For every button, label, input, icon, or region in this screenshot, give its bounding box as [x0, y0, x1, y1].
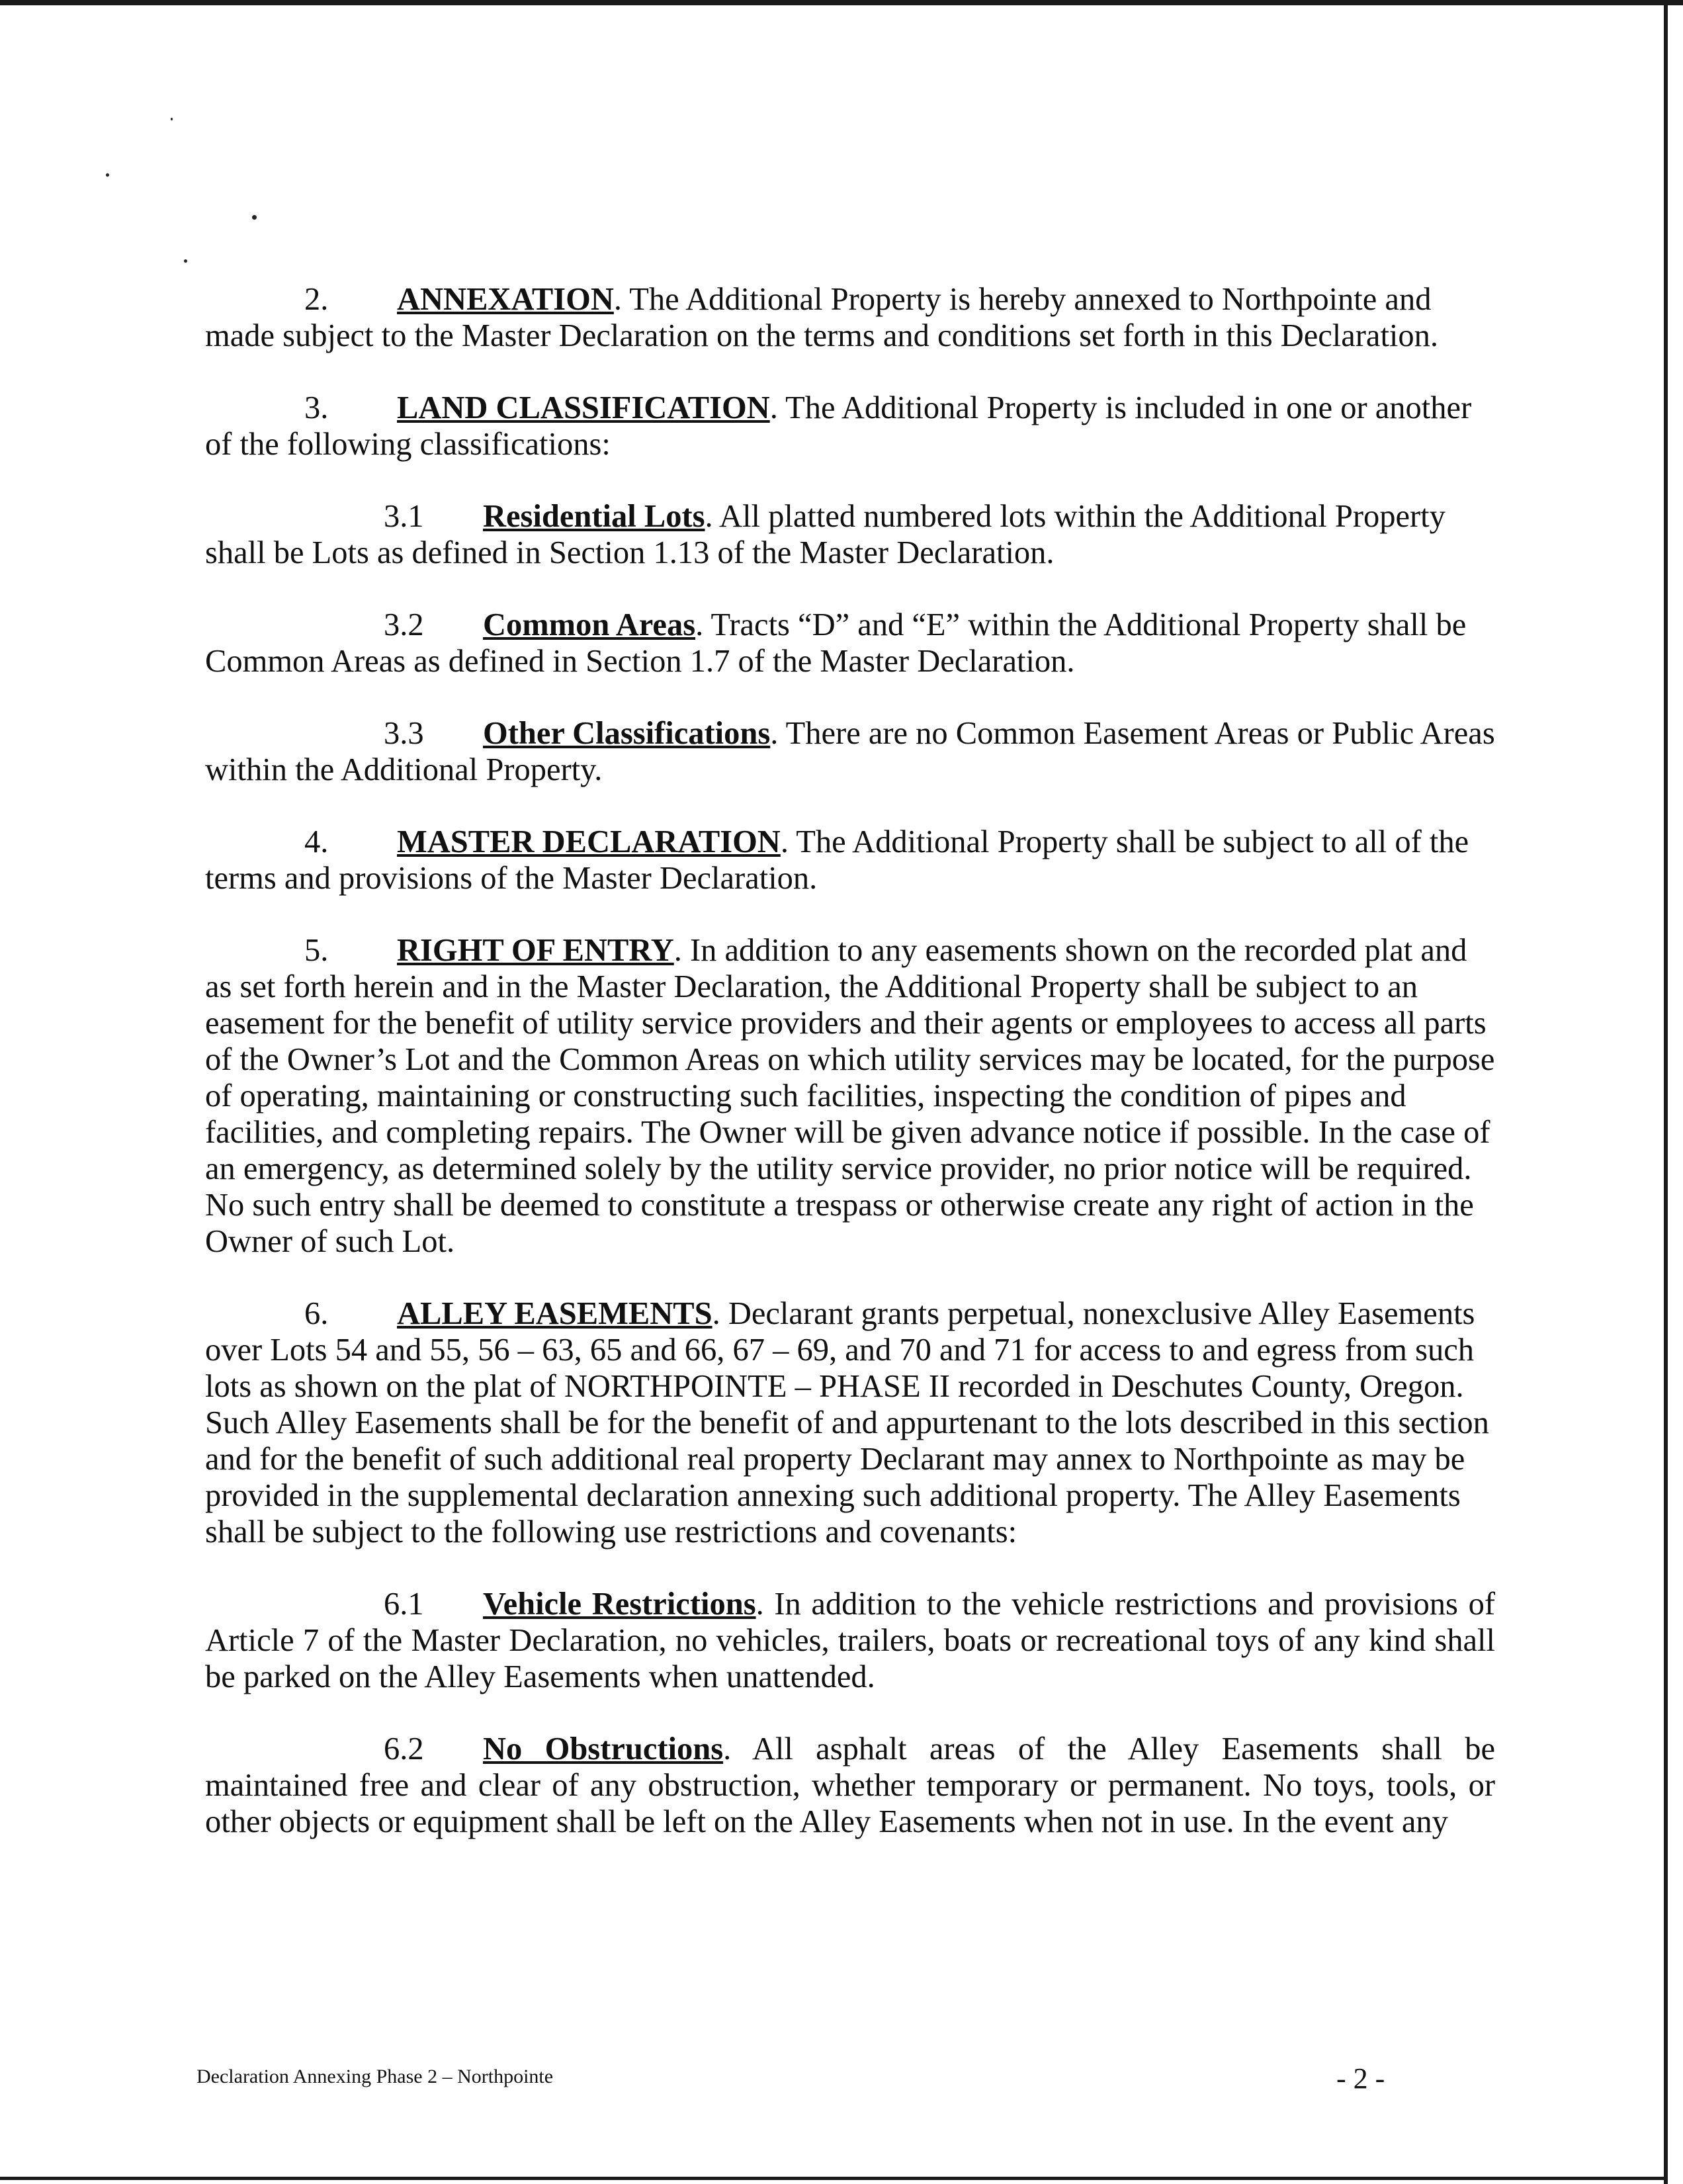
section-number: 3.3: [384, 716, 424, 751]
section-number: 6.2: [384, 1731, 424, 1767]
scan-speck: [106, 173, 109, 177]
scan-speck: [184, 259, 187, 263]
section-text: . All platted numbered lots within the Additional Property shall be Lots as defined in Section 1.13 of the Master Declaration.: [205, 499, 1446, 570]
section-text: . Declarant grants perpetual, nonexclusive Alley Easements over Lots 54 and 55, 56 – 63, 65 and 66, 67 – 69, and 70 and 71 for access to and egress from such lots as shown on the plat of NORTHPOINTE – PHASE II recorded in Deschutes County, Oregon. Such Alley Easements shall be for the benefit of and appurtenant to the lots described in this section and for the benefit of such additional real property Declarant may annex to Northpointe as may be provided in the supplemental declaration annexing such additional property. The Alley Easements shall be subject to the following use restrictions and covenants:: [205, 1296, 1489, 1550]
document-body: [205, 281, 1495, 1840]
section-6: [205, 1295, 1495, 1550]
section-3-1: [205, 498, 1495, 571]
section-heading: ALLEY EASEMENTS: [397, 1296, 712, 1331]
section-text: . The Additional Property shall be subject to all of the terms and provisions of the Master Declaration.: [205, 824, 1469, 896]
section-heading: Other Classifications: [483, 716, 771, 751]
section-3: [205, 390, 1495, 462]
section-3-3: [205, 715, 1495, 788]
section-text: . All asphalt areas of the Alley Easements shall be maintained free and clear of any obstruction, whether temporary or permanent. No toys, tools, or other objects or equipment shall be left on the Alley Easements when not in use. In the event any: [205, 1731, 1496, 1839]
section-4: [205, 824, 1495, 896]
footer-document-title: Declaration Annexing Phase 2 – Northpointe: [196, 2066, 554, 2087]
section-6-1: [205, 1586, 1495, 1695]
section-heading: ANNEXATION: [397, 282, 614, 317]
section-text: . In addition to any easements shown on the recorded plat and as set forth herein and in the Master Declaration, the Additional Property shall be subject to an easement for the benefit of utility service providers and their agents or employees to access all parts of the Owner’s Lot and the Common Areas on which utility services may be located, for the purpose of operating, maintaining or constructing such facilities, inspecting the condition of pipes and facilities, and completing repairs. The Owner will be given advance notice if possible. In the case of an emergency, as determined solely by the utility service provider, no prior notice will be required. No such entry shall be deemed to constitute a trespass or otherwise create any right of action in the Owner of such Lot.: [205, 933, 1495, 1259]
section-heading: LAND CLASSIFICATION: [397, 390, 770, 425]
section-number: 5.: [304, 933, 329, 968]
scan-edge-bottom: [0, 2177, 1668, 2180]
section-heading: MASTER DECLARATION: [397, 824, 781, 859]
section-heading: Vehicle Restrictions: [483, 1587, 756, 1622]
section-text: . The Additional Property is included in one or another of the following classifications:: [205, 390, 1472, 462]
scan-edge-top: [0, 0, 1683, 5]
section-text: . In addition to the vehicle restrictions and provisions of Article 7 of the Master Declaration, no vehicles, trailers, boats or recreational toys of any kind shall be parked on the Alley Easements when unattended.: [205, 1587, 1495, 1694]
section-number: 3.2: [384, 607, 424, 642]
scan-speck: [252, 215, 257, 220]
section-heading: Common Areas: [483, 607, 696, 642]
section-6-2: [205, 1731, 1495, 1840]
section-number: 4.: [304, 824, 329, 859]
section-text: . There are no Common Easement Areas or Public Areas within the Additional Property.: [205, 716, 1495, 787]
section-5: [205, 932, 1495, 1260]
section-2: [205, 281, 1495, 354]
scan-edge-right: [1664, 0, 1668, 2184]
section-3-2: [205, 607, 1495, 679]
section-text: . Tracts “D” and “E” within the Additional Property shall be Common Areas as defined in Section 1.7 of the Master Declaration.: [205, 607, 1467, 679]
scan-speck: [171, 118, 173, 120]
section-heading: Residential Lots: [483, 499, 705, 534]
section-number: 3.: [304, 390, 329, 425]
section-number: 3.1: [384, 499, 424, 534]
section-heading: No Obstructions: [483, 1731, 724, 1767]
section-number: 2.: [304, 282, 329, 317]
section-heading: RIGHT OF ENTRY: [397, 933, 674, 968]
section-number: 6.1: [384, 1587, 424, 1622]
footer-page-number: - 2 -: [1336, 2062, 1385, 2095]
section-text: . The Additional Property is hereby annexed to Northpointe and made subject to the Master Declaration on the terms and conditions set forth in this Declaration.: [205, 282, 1439, 353]
section-number: 6.: [304, 1296, 329, 1331]
